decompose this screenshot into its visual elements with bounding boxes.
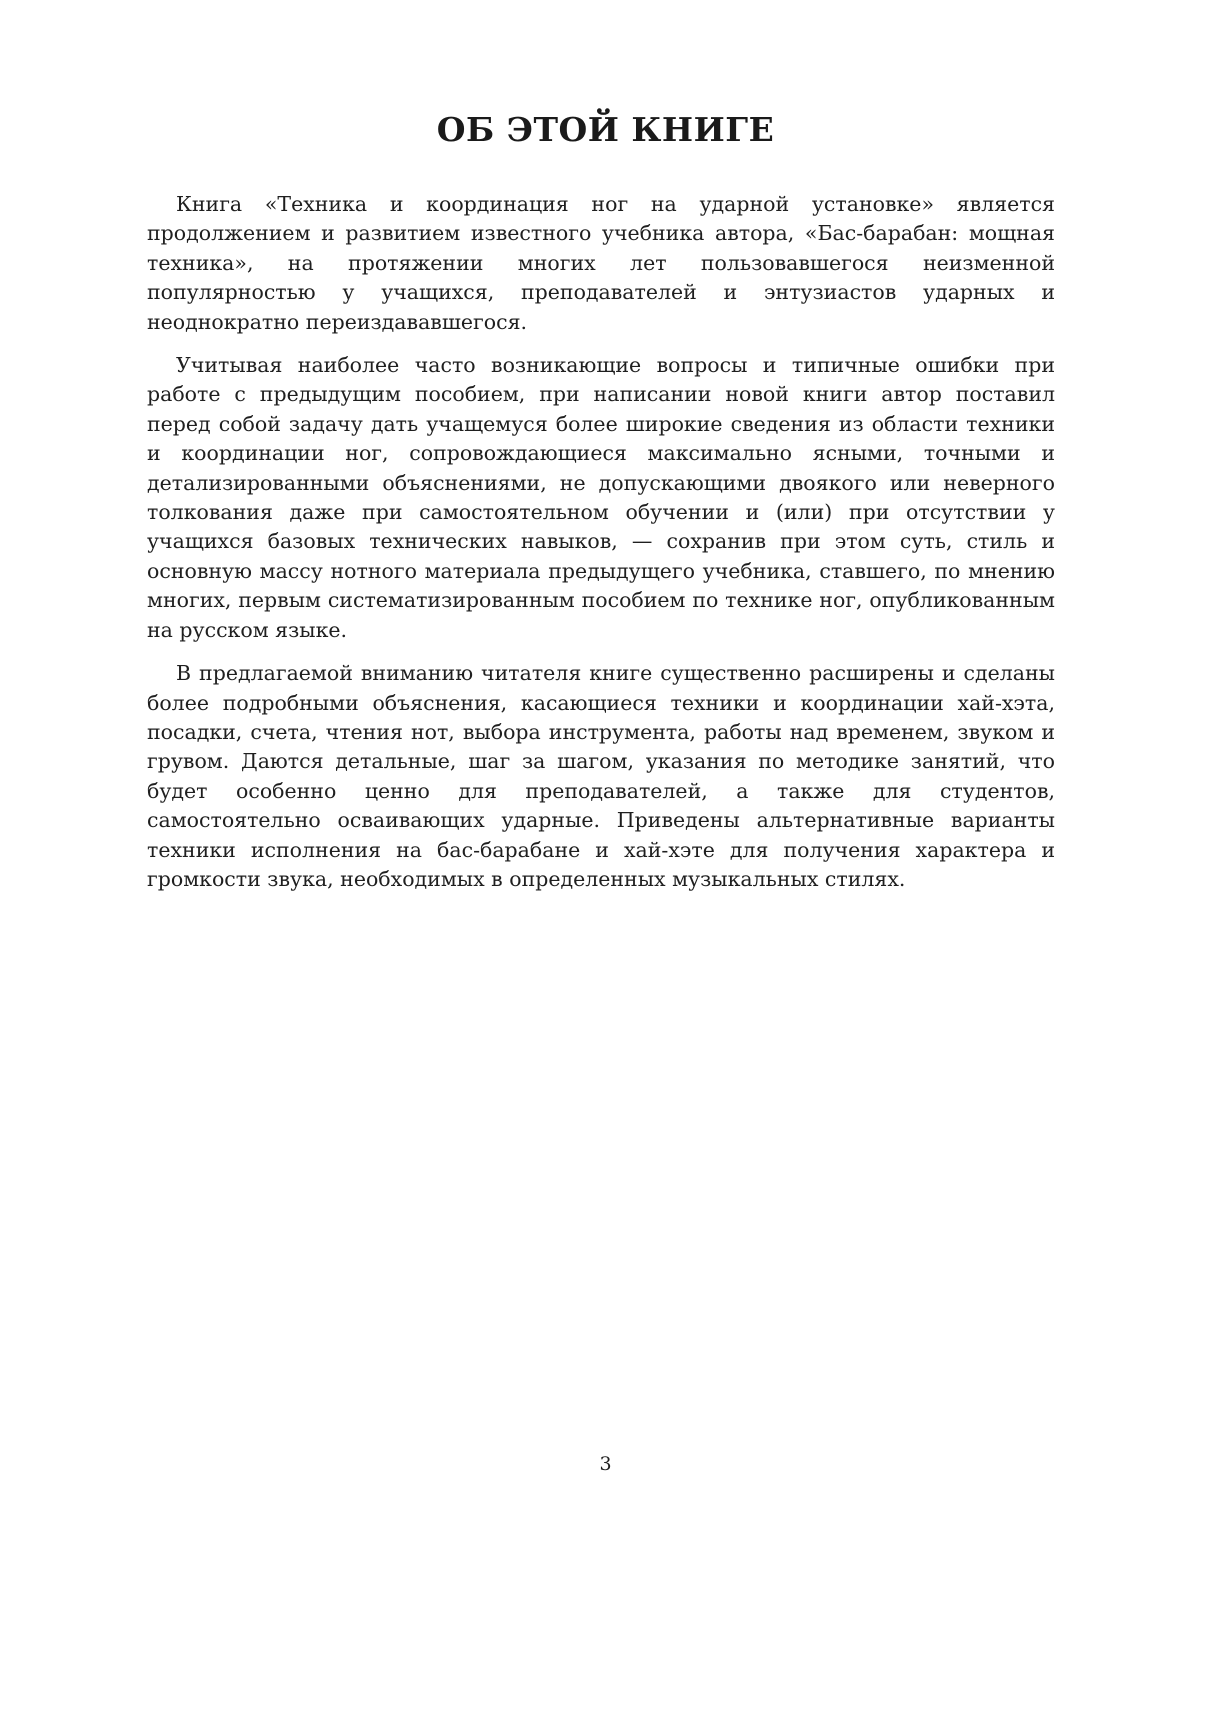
paragraph-3: В предлагаемой вниманию читателя книге существенно расширены и сделаны более подробными объяснения, касающиеся техники и координации хай-хэта, посадки, счета, чтения нот, выбора инструмента, работы над временем, звуком и грувом. Даются детальные, шаг за шагом, указания по методике занятий, что будет особенно ценно для преподавателей, а также для студентов, самостоятельно осваивающих ударные. Приведены альтернативные варианты техники исполнения на бас-барабане и хай-хэте для получения характера и громкости звука, необходимых в определенных музыкальных стилях. [147,661,1055,891]
body-text [147,190,1055,908]
page-number: 3 [599,1453,612,1475]
paragraph-2: Учитывая наиболее часто возникающие вопросы и типичные ошибки при работе с предыдущим пособием, при написании новой книги автор поставил перед собой задачу дать учащемуся более широкие сведения из области техники и координации ног, сопровождающиеся максимально ясными, точными и детализированными объяснениями, не допускающими двоякого или неверного толкования даже при самостоятельном обучении и (или) при отсутствии у учащихся базовых технических навыков, — сохранив при этом суть, стиль и основную массу нотного материала предыдущего учебника, ставшего, по мнению многих, первым систематизированным пособием по технике ног, опубликованным на русском языке. [147,353,1055,642]
paragraph-1: Книга «Техника и координация ног на ударной установке» является продолжением и развитием известного учебника автора, «Бас-барабан: мощная техника», на протяжении многих лет пользовавшегося неизменной популярностью у учащихся, преподавателей и энтузиастов ударных и неоднократно переиздававшегося. [147,192,1055,334]
page-title: ОБ ЭТОЙ КНИГЕ [436,110,775,149]
